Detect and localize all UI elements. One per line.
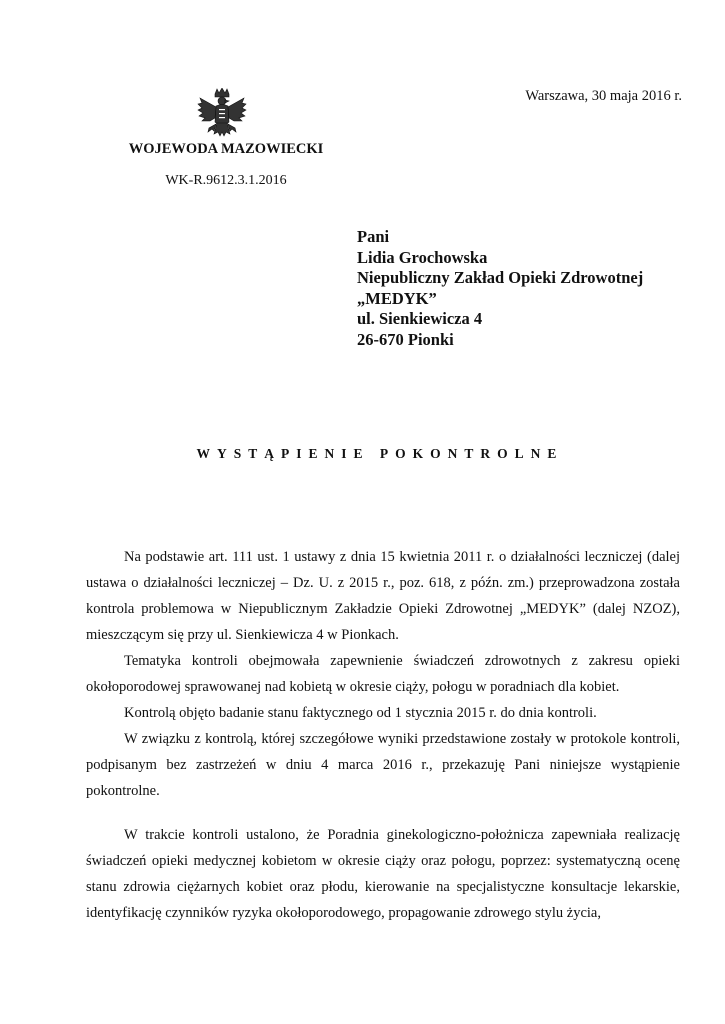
addressee-line: ul. Sienkiewicza 4 — [357, 309, 483, 328]
polish-eagle-icon — [196, 88, 248, 146]
reference-number: WK-R.9612.3.1.2016 — [165, 173, 287, 188]
document-body — [86, 544, 680, 926]
addressee-line: Lidia Grochowska — [357, 247, 488, 267]
body-paragraph: Tematyka kontroli obejmowała zapewnienie świadczeń zdrowotnych z zakresu opieki okołoporodowej sprawowanej nad kobietą w okresie ciąży, połogu w poradniach dla kobiet. — [86, 653, 680, 695]
document-title: WYSTĄPIENIE POKONTROLNE — [196, 446, 564, 461]
body-paragraph: W trakcie kontroli ustalono, że Poradnia ginekologiczno-położnicza zapewniała realizację świadczeń opieki medycznej kobietom w okresie ciąży oraz połogu, poprzez: systematyczną ocenę stanu zdrowia ciężarnych kobiet oraz płodu, kierowanie na specjalistyczne konsultacje lekarskie, identyfikację czynników ryzyka okołoporodowego, propagowanie zdrowego stylu życia, — [86, 827, 680, 921]
addressee-line: Niepubliczny Zakład Opieki Zdrowotnej — [357, 268, 644, 287]
addressee-line: 26-670 Pionki — [357, 329, 454, 349]
body-paragraph: Na podstawie art. 111 ust. 1 ustawy z dnia 15 kwietnia 2011 r. o działalności leczniczej (dalej ustawa o działalności leczniczej – Dz. U. z 2015 r., poz. 618, z późn. zm.) przeprowadzona została kontrola problemowa w Niepublicznym Zakładzie Opieki Zdrowotnej „MEDYK” (dalej NZOZ), mieszczącym się przy ul. Sienkiewicza 4 w Pionkach. — [86, 549, 680, 643]
authority-name: WOJEWODA MAZOWIECKI — [128, 141, 324, 157]
addressee-line: Pani — [357, 227, 390, 246]
addressee-block — [357, 227, 643, 350]
place-date: Warszawa, 30 maja 2016 r. — [525, 88, 682, 104]
addressee-line: „MEDYK” — [357, 288, 437, 308]
body-paragraph: Kontrolą objęto badanie stanu faktycznego od 1 stycznia 2015 r. do dnia kontroli. — [124, 705, 597, 721]
body-paragraph: W związku z kontrolą, której szczegółowe wyniki przedstawione zostały w protokole kontroli, podpisanym bez zastrzeżeń w dniu 4 marca 2016 r., przekazuję Pani niniejsze wystąpienie pokontrolne. — [86, 731, 680, 799]
